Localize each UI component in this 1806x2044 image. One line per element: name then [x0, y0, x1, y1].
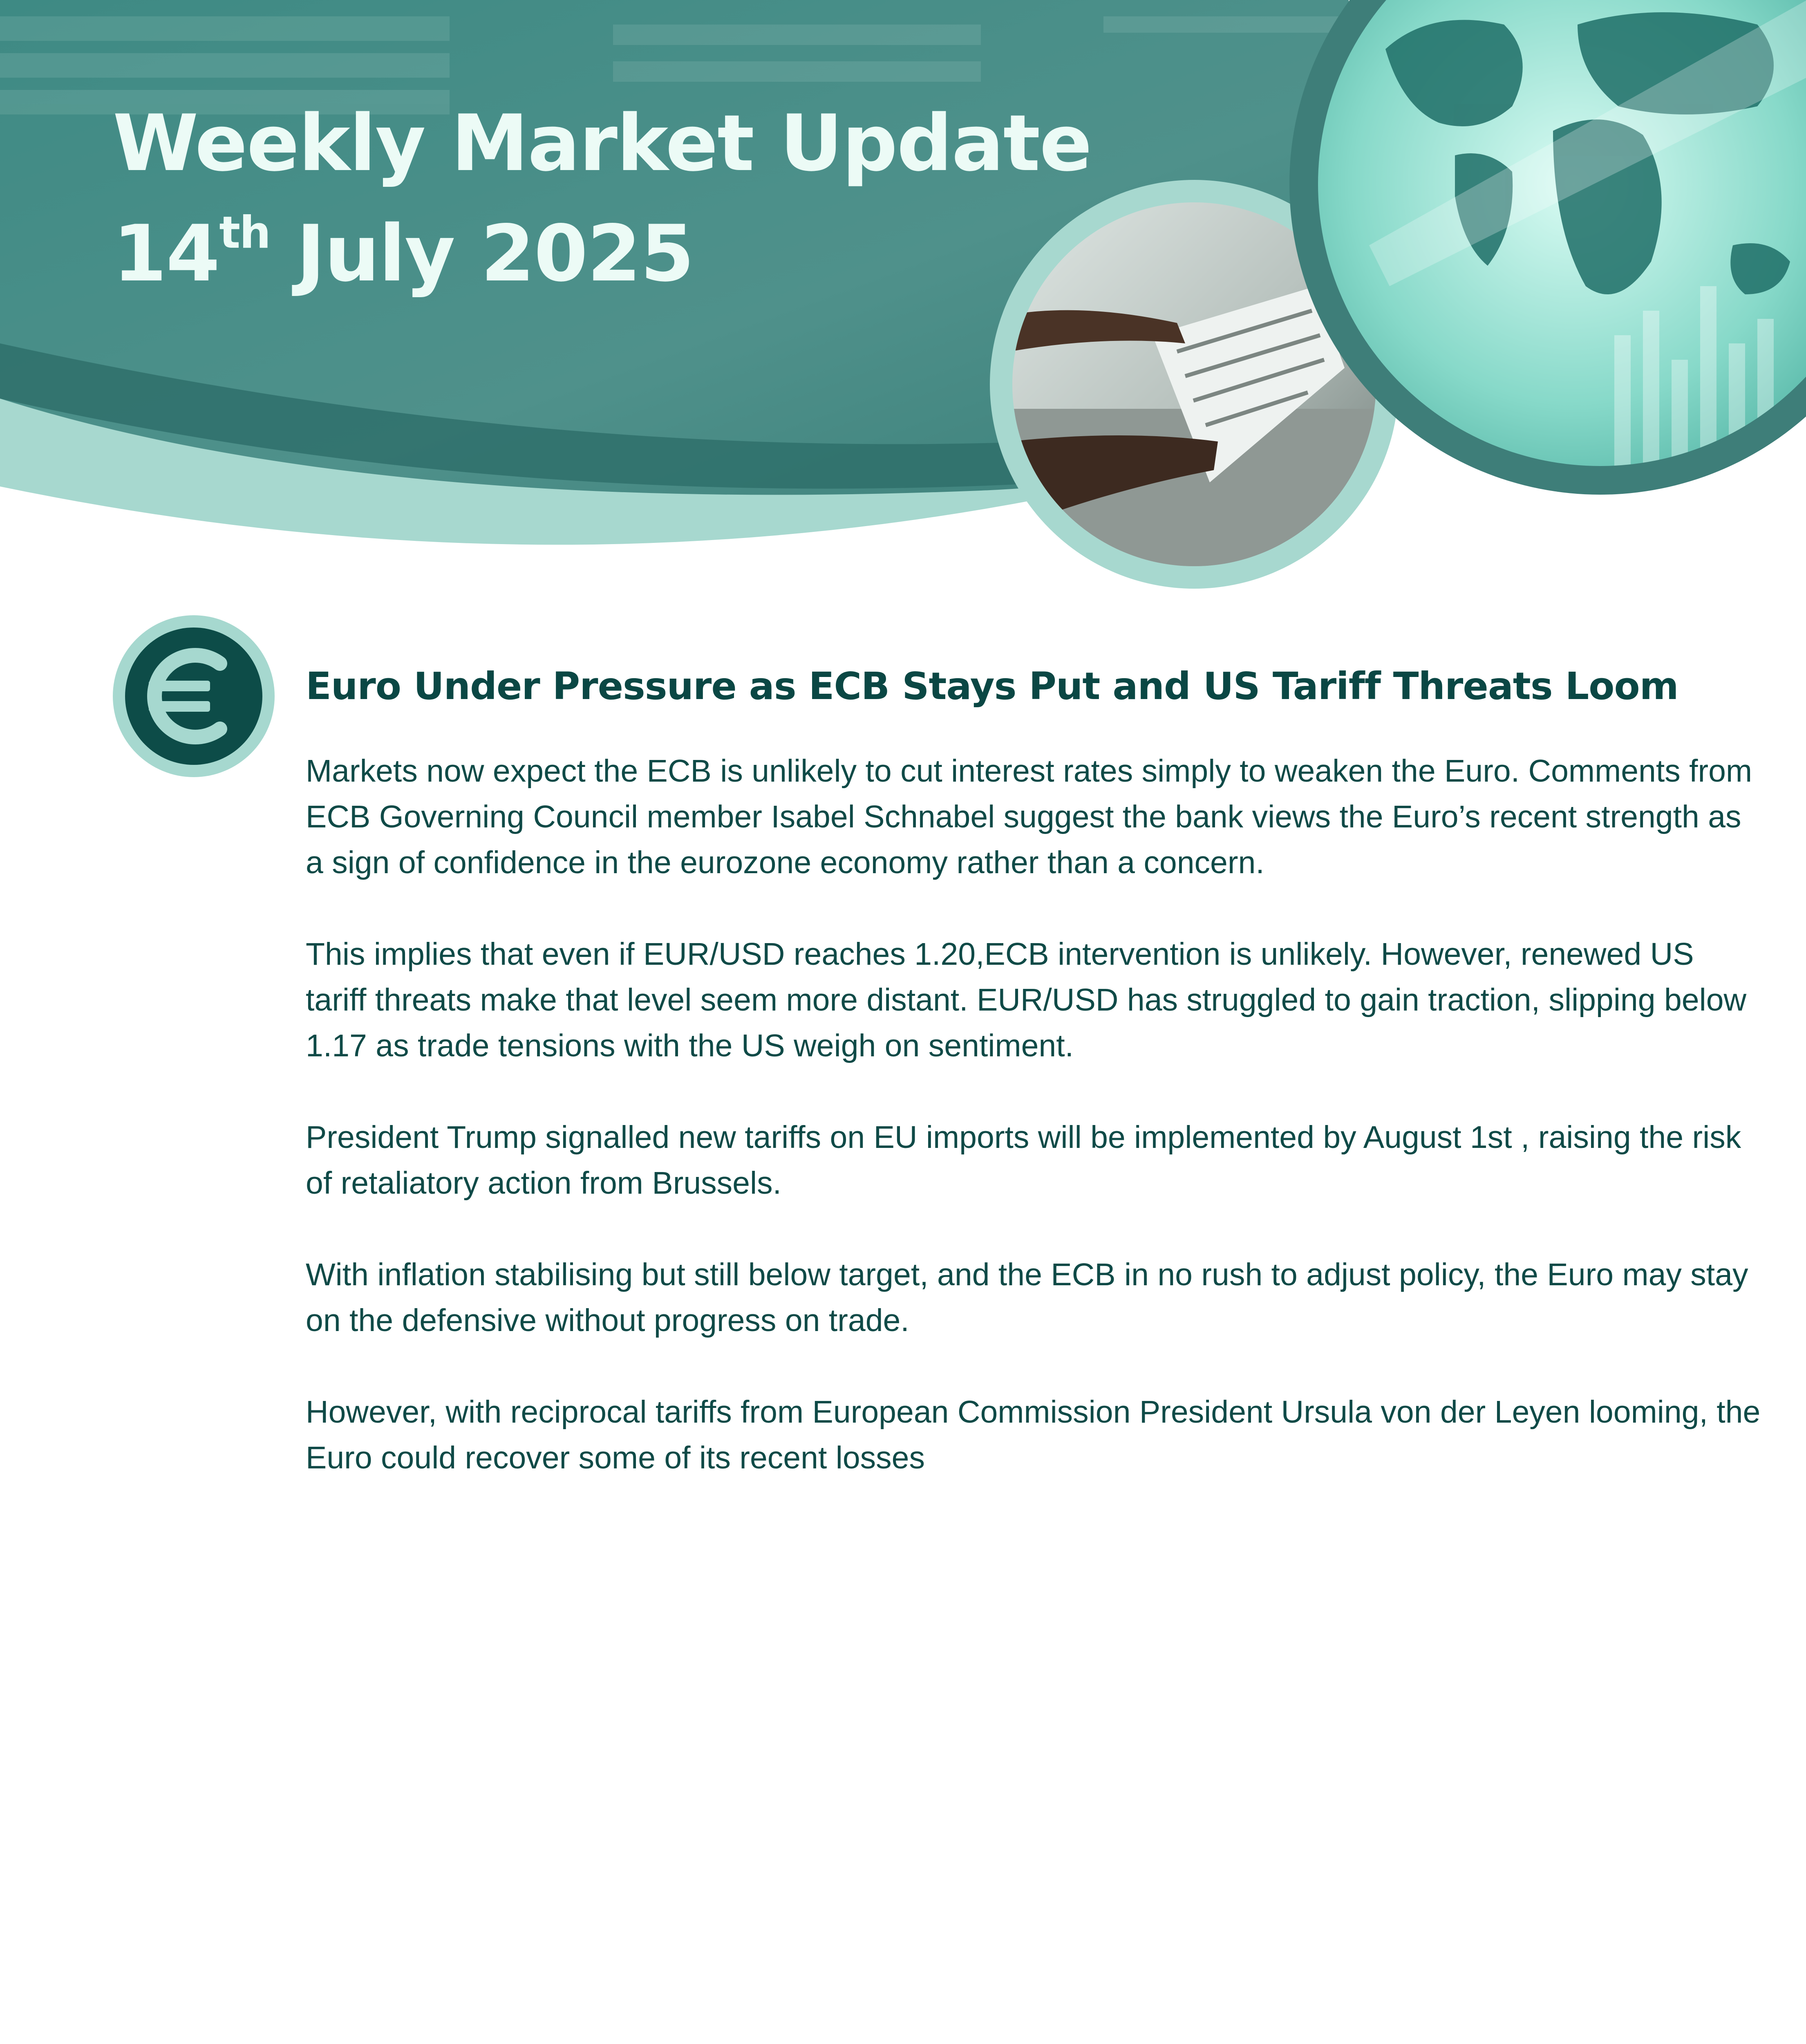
article-paragraph: With inflation stabilising but still below target, and the ECB in no rush to adjust policy, the Euro may stay on the defensive without progress on trade.	[306, 1257, 1748, 1338]
header-banner	[0, 0, 1806, 605]
article-body	[306, 748, 1761, 1526]
article-paragraph: This implies that even if EUR/USD reaches 1.20,ECB intervention is unlikely. However, renewed US tariff threats make that level seem more distant. EUR/USD has struggled to gain traction, slipping below 1.17 as trade tensions with the US weigh on sentiment.	[306, 937, 1747, 1063]
article-paragraph: Markets now expect the ECB is unlikely to cut interest rates simply to weaken the Euro. Comments from ECB Governing Council member Isabel Schnabel suggest the bank views the Euro’s recent strength as a sign of confidence in the eurozone economy rather than a concern.	[306, 753, 1752, 880]
report-date	[113, 208, 694, 299]
article-paragraph: However, with reciprocal tariffs from European Commission President Ursula von der Leyen looming, the Euro could recover some of its recent losses	[306, 1394, 1761, 1475]
date-suffix: th	[219, 207, 270, 258]
page-title: Weekly Market Update	[113, 98, 1092, 188]
date-day: 14	[113, 208, 219, 299]
article-paragraph: President Trump signalled new tariffs on EU imports will be implemented by August 1st , raising the risk of retaliatory action from Brussels.	[306, 1120, 1741, 1201]
article-heading: Euro Under Pressure as ECB Stays Put and US Tariff Threats Loom	[306, 664, 1678, 708]
date-month-year: July 2025	[270, 208, 694, 299]
euro-icon	[113, 615, 275, 777]
